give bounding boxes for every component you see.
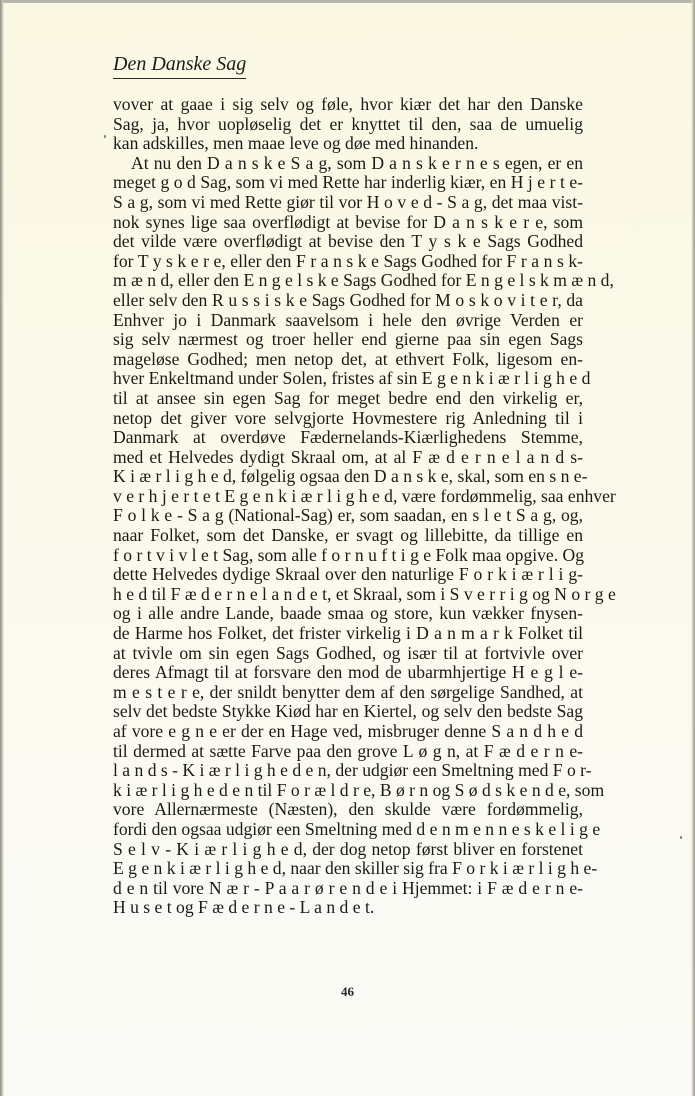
- text-line: m æ n d, eller den E n g e l s k e Sags Godhed for E n g e l s k m æ n d,: [113, 270, 614, 291]
- text-line: nok synes lige saa overflødigt at bevise for D a n s k e r e, som: [113, 211, 583, 232]
- text-line: v e r h j e r t e t E g e n k i æ r l i g h e d, være fordømmelig, saa enhver: [113, 485, 616, 506]
- text-line: vore Allernærmeste (Næsten), den skulde være fordømmelig,: [113, 799, 583, 820]
- text-line: eller selv den R u s s i s k e Sags Godhed for M o s k o v i t e r, da: [113, 289, 583, 310]
- text-line: dette Helvedes dydige Skraal over den naturlige F o r k i æ r l i g-: [113, 564, 583, 585]
- text-line: fordi den ogsaa udgiør een Smeltning med d e n m e n n e s k e l i g e: [113, 818, 601, 839]
- page-left-edge: [0, 0, 4, 1096]
- text-line: At nu den D a n s k e S a g, som D a n s k e r n e s egen, er en: [131, 152, 583, 173]
- text-line: Danmark at overdøve Fædernelands-Kiærlighedens Stemme,: [113, 427, 583, 448]
- text-line: af vore e g n e er der en Hage ved, misbruger denne S a n d h e d: [113, 721, 583, 741]
- text-line: deres Afmagt til at forsvare den mod de ubarmhjertige H e g l e-: [113, 662, 583, 683]
- text-line: for T y s k e r e, eller den F r a n s k e Sags Godhed for F r a n s k-: [113, 250, 583, 271]
- text-line: meget g o d Sag, som vi med Rette har inderlig kiær, en H j e r t e-: [113, 172, 583, 193]
- text-line: k i æ r l i g h e d e n til F o r æ l d r e, B ø r n og S ø d s k e n d e, som: [113, 779, 605, 800]
- text-line: h e d til F æ d e r n e l a n d e t, et Skraal, som i S v e r r i g og N o r g e: [113, 583, 616, 604]
- text-line: hver Enkeltmand under Solen, fristes af sin E g e n k i æ r l i g h e d: [113, 368, 591, 389]
- page-number: 46: [341, 984, 354, 999]
- text-line: H u s e t og F æ d e r n e - L a n d e t.: [113, 897, 375, 918]
- text-line: til at ansee sin egen Sag for meget bedre end den virkelig er,: [113, 387, 583, 408]
- text-line: kan adskilles, men maae leve og døe med hinanden.: [113, 133, 479, 154]
- text-line: d e n til vore N æ r - P a a r ø r e n d e i Hjemmet: i F æ d e r n e-: [113, 877, 583, 898]
- text-line: de Harme hos Folket, det frister virkelig i D a n m a r k Folket til: [113, 623, 583, 644]
- text-line: F o l k e - S a g (National-Sag) er, som saadan, en s l e t S a g, og,: [113, 505, 583, 526]
- text-line: sig selv nærmest og troer heller end gierne paa sin egen Sags: [113, 329, 583, 350]
- text-line: m e s t e r e, der snildt benytter dem af den sørgelige Sandhed, at: [113, 681, 583, 702]
- text-line: mageløse Godhed; men netop det, at ethvert Folk, ligesom en-: [113, 348, 583, 369]
- text-line: netop det giver vore selvgjorte Hovmestere rig Anledning til i: [113, 407, 583, 428]
- text-line: og i alle andre Lande, baade smaa og store, kun vækker fnysen-: [113, 603, 583, 624]
- text-line: E g e n k i æ r l i g h e d, naar den skiller sig fra F o r k i æ r l i g h e-: [113, 858, 598, 879]
- text-line: S e l v - K i æ r l i g h e d, der dog netop først bliver en forstenet: [113, 838, 583, 859]
- text-line: selv det bedste Stykke Kiød har en Kiertel, og selv den bedste Sag: [113, 701, 583, 722]
- running-head: Den Danske Sag: [113, 52, 246, 79]
- paper-speck: [104, 135, 106, 138]
- text-line: l a n d s - K i æ r l i g h e d e n, der udgiør een Smeltning med F o r-: [113, 760, 592, 781]
- text-line: Sag, ja, hvor uopløselig det er knyttet til den, saa de umuelig: [113, 113, 583, 134]
- text-line: til dermed at sætte Farve paa den grove L ø g n, at F æ d e r n e-: [113, 740, 583, 761]
- text-line: Enhver jo i Danmark saavelsom i hele den øvrige Verden er: [113, 309, 583, 330]
- page-top-edge: [0, 0, 695, 3]
- text-line: at tvivle om sin egen Sags Godhed, og især til at fortvivle over: [113, 642, 583, 663]
- text-line: med et Helvedes dydigt Skraal om, at al F æ d e r n e l a n d s-: [113, 446, 583, 467]
- text-line: naar Folket, som det Danske, er svagt og lillebitte, da tillige en: [113, 525, 583, 546]
- text-line: det vilde være overflødigt at bevise den T y s k e Sags Godhed: [113, 231, 583, 252]
- text-line: K i æ r l i g h e d, følgelig ogsaa den D a n s k e, skal, som en s n e-: [113, 466, 588, 487]
- text-line: S a g, som vi med Rette giør til vor H o v e d - S a g, det maa vist-: [113, 191, 583, 212]
- page-right-edge: [691, 0, 695, 1096]
- body-text: [113, 94, 616, 918]
- text-line: vover at gaae i sig selv og føle, hvor kiær det har den Danske: [113, 94, 583, 114]
- paper-speck: [680, 836, 682, 839]
- text-line: f o r t v i v l e t Sag, som alle f o r n u f t i g e Folk maa opgive. Og: [113, 544, 585, 565]
